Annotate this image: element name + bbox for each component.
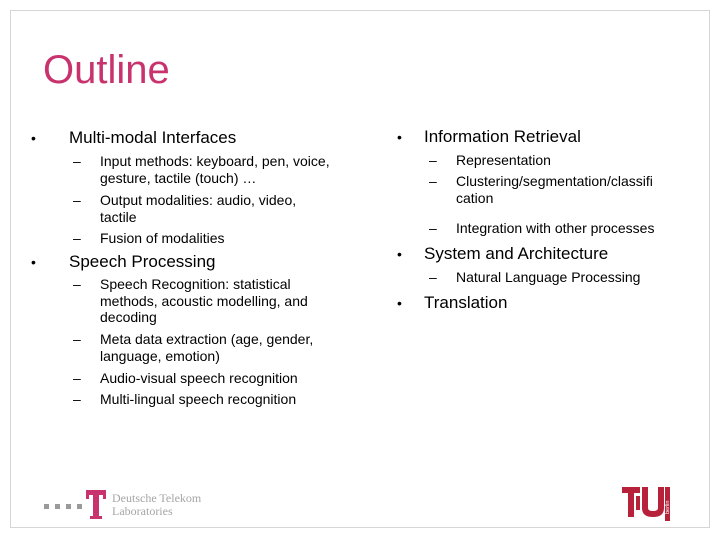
bullet-marker: • [397, 129, 402, 145]
dash-marker: – [73, 153, 81, 169]
bullet-label: Information Retrieval [424, 127, 581, 146]
dt-line2: Laboratories [112, 504, 173, 518]
sub-item-text: Audio-visual speech recognition [100, 370, 298, 386]
dash-marker: – [73, 192, 81, 208]
bullet-marker: • [397, 295, 402, 311]
dash-marker: – [73, 331, 81, 347]
sub-item-text: Fusion of modalities [100, 230, 225, 246]
bullet-marker: • [31, 254, 36, 270]
sub-item-text: Meta data extraction (age, gender, language, emotion) [100, 331, 314, 364]
bullet-marker: • [31, 130, 36, 146]
deutsche-telekom-logo [44, 490, 214, 524]
bullet-label: Translation [424, 293, 508, 312]
bullet-label: Multi-modal Interfaces [69, 128, 237, 147]
deutsche-telekom-t-icon [86, 490, 106, 520]
sub-item-text: Multi-lingual speech recognition [100, 391, 297, 407]
bullet-label: System and Architecture [424, 244, 609, 263]
sub-item-text: Speech Recognition: statistical methods, acoustic modelling, and decoding [100, 276, 308, 325]
bullet-label: Speech Processing [69, 252, 216, 271]
sub-item-text: Clustering/segmentation/classifi cation [456, 173, 653, 206]
sub-item-text: Representation [456, 152, 551, 168]
dash-marker: – [73, 276, 81, 292]
dash-marker: – [73, 230, 81, 246]
dash-marker: – [73, 370, 81, 386]
bullet-marker: • [397, 246, 402, 262]
tu-berlin-text: berlin [665, 500, 671, 514]
dash-marker: – [429, 220, 437, 236]
slide-title: Outline [43, 48, 170, 92]
sub-item-text: Integration with other processes [456, 220, 655, 236]
dt-dots-icon [44, 504, 84, 510]
sub-item-text: Natural Language Processing [456, 269, 641, 285]
sub-item-text: Output modalities: audio, video, tactile [100, 192, 297, 225]
dt-wordmark [112, 492, 201, 518]
dash-marker: – [429, 269, 437, 285]
dash-marker: – [429, 173, 437, 189]
dash-marker: – [73, 391, 81, 407]
dt-line1: Deutsche Telekom [112, 491, 202, 505]
tu-berlin-logo-icon [620, 484, 672, 524]
dash-marker: – [429, 152, 437, 168]
sub-item-text: Input methods: keyboard, pen, voice, gesture, tactile (touch) … [100, 153, 330, 186]
